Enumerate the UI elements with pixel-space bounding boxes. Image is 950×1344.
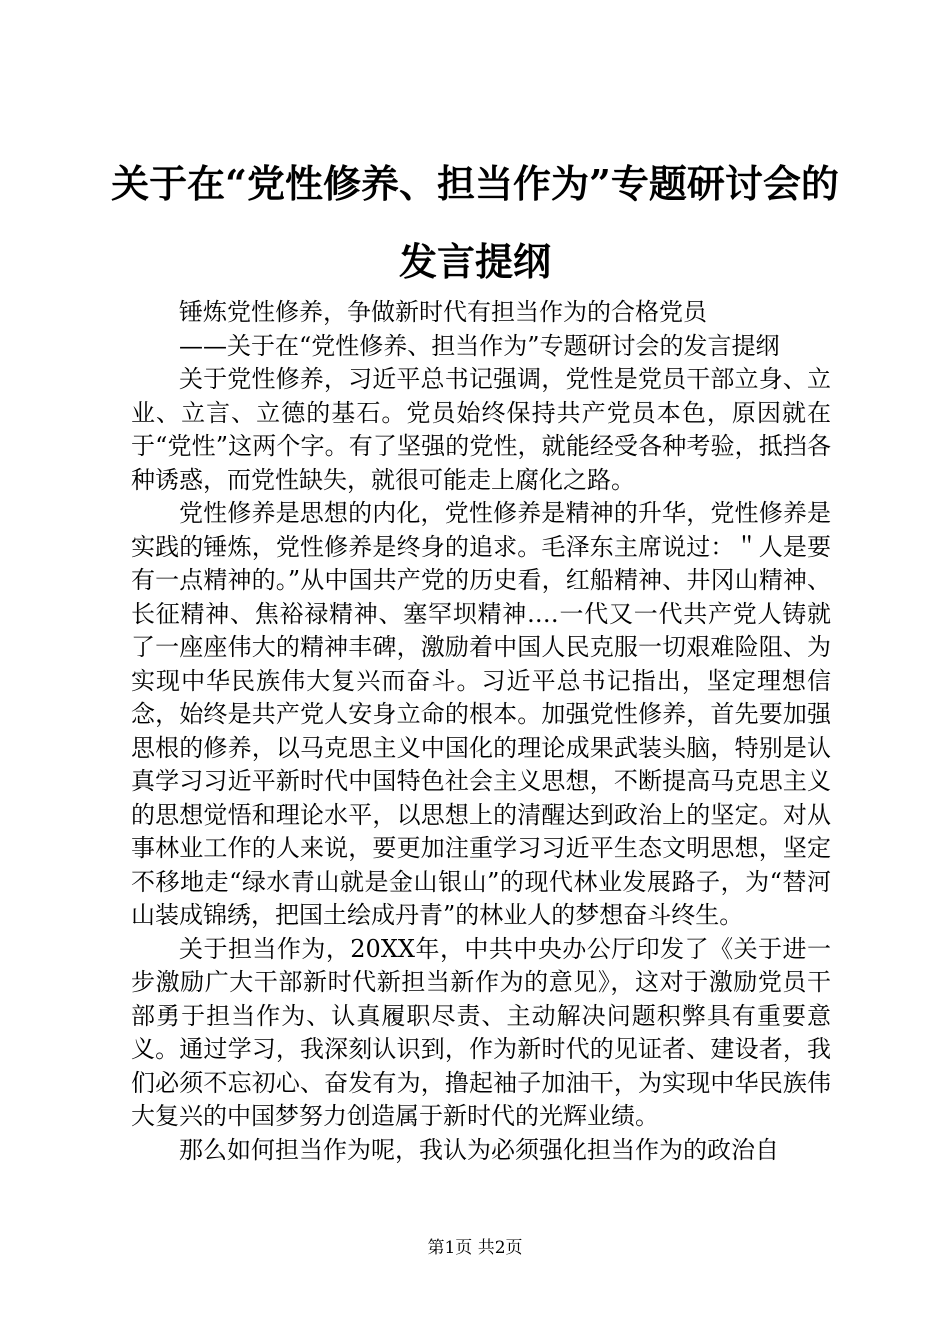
document-body xyxy=(131,296,831,1167)
body-paragraph: 那么如何担当作为呢，我认为必须强化担当作为的政治自 xyxy=(179,1135,779,1164)
body-paragraph-subtitle-note: ——关于在“党性修养、担当作为”专题研讨会的发言提纲 xyxy=(179,331,780,360)
body-paragraph: 党性修养是思想的内化，党性修养是精神的升华，党性修养是实践的锤炼，党性修养是终身的追求。毛泽东主席说过：＂人是要有一点精神的。”从中国共产党的历史看，红船精神、井冈山精神、长征精神、焦裕禄精神、塞罕坝精神.…一代又一代共产党人铸就了一座座伟大的精神丰碑，激励着中国人民克服一切艰难险阻、为实现中华民族伟大复兴而奋斗。习近平总书记指出，坚定理想信念，始终是共产党人安身立命的根本。加强党性修养，首先要加强思根的修养，以马克思主义中国化的理论成果武装头脑，特别是认真学习习近平新时代中国特色社会主义思想，不断提高马克思主义的思想觉悟和理论水平，以思想上的清醒达到政治上的坚定。对从事林业工作的人来说，要更加注重学习习近平生态文明思想，坚定不移地走“绿水青山就是金山银山”的现代林业发展路子，为“替河山装成锦绣，把国土绘成丹青”的林业人的梦想奋斗终生。 xyxy=(131,499,831,929)
body-paragraph: 关于担当作为，20XX年，中共中央办公厅印发了《关于进一步激励广大干部新时代新担当新作为的意见》，这对于激励党员干部勇于担当作为、认真履职尽责、主动解决问题积弊具有重要意义。通过学习，我深刻认识到，作为新时代的见证者、建设者，我们必须不忘初心、奋发有为，撸起袖子加油干，为实现中华民族伟大复兴的中国梦努力创造属于新时代的光辉业绩。 xyxy=(131,934,831,1130)
document-title-line-1: 关于在“党性修养、担当作为”专题研讨会的 xyxy=(111,161,839,206)
document-title-line-2: 发言提纲 xyxy=(398,239,551,284)
page-footer: 第1页 共2页 xyxy=(427,1238,523,1258)
body-paragraph: 关于党性修养，习近平总书记强调，党性是党员干部立身、立业、立言、立德的基石。党员始终保持共产党员本色，原因就在于“党性”这两个字。有了坚强的党性，就能经受各种考验，抵挡各种诱惑，而党性缺失，就很可能走上腐化之路。 xyxy=(131,365,831,494)
body-paragraph-subtitle: 锤炼党性修养，争做新时代有担当作为的合格党员 xyxy=(179,298,707,326)
